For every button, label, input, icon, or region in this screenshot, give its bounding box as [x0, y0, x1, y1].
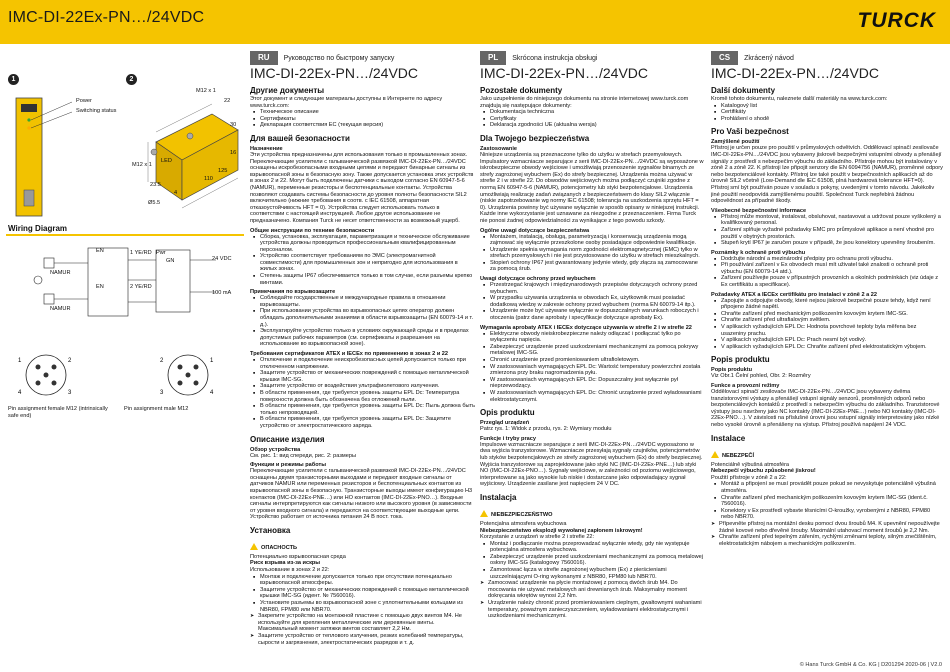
- heading-functions-pl: Funkcje i tryby pracy: [480, 435, 536, 442]
- label-en-top: EN: [96, 248, 104, 254]
- list-item: ■ Prohlášení o shodě: [721, 116, 943, 123]
- list-item: ■ Степень защиты IP67 обеспечивается только в том случае, если разъемы крепко винтами.: [260, 273, 475, 286]
- heading-atex-cs: Požadavky ATEX a IECEx certifikátu pro instalaci v zóně 2 a 22: [711, 291, 878, 298]
- heading-atex-ru: Требования сертификатов ATEX и IECEx по применению в зонах 2 и 22: [250, 351, 449, 357]
- svg-text:3: 3: [160, 390, 164, 396]
- list-item: ■ При использовании устройства во взрывоопасных цепях оператор должен обладать дополнительными знаниями в области взрывозащиты (EN 60079-14 и т. д.).: [260, 308, 475, 328]
- dim-110: 110: [204, 176, 213, 182]
- warning-sub-ru: Потенциально взрывоопасная среда: [250, 553, 346, 560]
- warning-label-ru: ОПАСНОСТЬ: [261, 544, 298, 551]
- list-item: ■ Deklaracja zgodności UE (aktualna wersja): [490, 122, 705, 129]
- heading-functions-ru: Функции и режимы работы: [250, 462, 327, 469]
- svg-text:4: 4: [18, 390, 22, 396]
- list-item: ■ Stopień ochrony IP67 jest gwarantowany jedynie wtedy, gdy złącza są zamocowane za pomocą śrub.: [490, 260, 705, 273]
- list-item: ■ Katalogový list: [721, 103, 943, 110]
- list-item: ■ Устройство соответствует требованиям по ЭМС (электромагнитной совместимости) для промышленных зон и непригодно для использования в жилых зонах.: [260, 253, 475, 273]
- list-item: ■ Stupeň krytí IP67 je zaručen pouze v případě, že jsou konektory upevněny šroubením.: [721, 240, 943, 247]
- heading-overview-cs: Popis produktu: [711, 367, 753, 374]
- para-docs-ru: Этот документ и следующие материалы доступны в Интернете по адресу www.turck.com:: [250, 96, 443, 109]
- install-step: ➤ Chraňte zařízení před tepelným zářením, rychlými změnami teploty, silným znečištěním, elektrostatickým nábojem a mechanickým poškozením.: [711, 534, 943, 547]
- warning-icon: [480, 510, 488, 517]
- label-switching-status: Switching status: [76, 108, 117, 114]
- column-pl: [480, 50, 705, 660]
- lang-desc-cs: Zkrácený návod: [744, 55, 794, 62]
- list-item: ■ Zabezpieczyć urządzenie przed uszkodzeniami mechanicznymi za pomocą pokrywy metalowej IMC-SG.: [490, 344, 705, 357]
- warning-risk-cs: Nebezpečí výbuchu způsobené jiskrou!: [711, 468, 816, 475]
- list-item: ■ Certifikáty: [721, 109, 943, 116]
- list-item: ■ Защитите устройство от механических повреждений с помощью металлической крышки IMC-SG.: [260, 370, 475, 383]
- list-item: ■ Эксплуатируйте устройство только в условиях окружающей среды и в пределах допустимых рабочих параметров (см. сертификаты и разрешения на использование во взрывоопасной зоне).: [260, 328, 475, 348]
- para-functions-ru: Переключающие усилители с гальванической развязкой IMC-DI-22Ex-PN…/24VDC оснащены двумя транзисторными выходами и передают входные сигналы от датчиков NAMUR или переменных резисторов и беспотенциальных контактов из взрывоопасной зоны в безопасную. Транзисторные выходы имеют конфигурацию H3 контактов (IMC-DI-22Ex-PNE…) или HO контактов (IMC-DI-22Ex-PNO…). Входные сигналы интерпретируются как сигналы низкого или высокого уровня (в зависимости от уровня входного сигнала) и передаются на соответствующие выходные цепи. Устройство работает от источника питания 24 В пост. тока.: [250, 468, 473, 521]
- lang-tag-pl: PL: [480, 51, 506, 65]
- list-item: ■ W zastosowaniach wymagających EPL Dc: Wartość temperatury powierzchni została zmierzona przy braku nagromadzenia pyłu.: [490, 364, 705, 377]
- heading-docs-pl: Pozostałe dokumenty: [480, 86, 563, 95]
- list-item: ■ Montaż i podłączanie można przeprowadzać wyłącznie wtedy, gdy nie występuje potencjalna atmosfera wybuchowa.: [490, 541, 705, 554]
- list-item: ■ Монтаж и подключение допускается только при отсутствии потенциально взрывоопасной атмосферы.: [260, 574, 475, 587]
- pin-female-label: Pin assignment female M12 (intrinsically safe end): [8, 406, 108, 419]
- pin-female-drawing: [16, 350, 86, 400]
- para-purpose-pl: Niniejsze urządzenia są przeznaczone tylko do użytku w strefach przemysłowych. Impulsatory wzmacniacze separujące z serii IMC-DI-22Ex-PN…/24VDC są wyposażone w iskrobezpieczne obwody wejściowe i umożliwiają przenoszenie sygnałów binarnych ze strefy zagrożonej wybuchem (Ex) do strefy bezpiecznej. Urządzenia można używać w strefie 2 i w strefie 22. Do obwodów wejściowych można podłączyć czujniki zgodne z normą EN 60947-5-6 (NAMUR), potencjometry lub styki bezpotencjałowe. Urządzenia umożliwiają realizację zadań związanych z bezpieczeństwem do klasy SIL2 włącznie (niskie zapotrzebowanie wg normy IEC 61508; tolerancja na uszkodzenia sprzętu HFT = 0). Urządzenia powinny być używane wyłącznie w sposób opisany w niniejszej instrukcji. Każde inne wykorzystanie jest uznawane za niezgodne z przeznaczeniem. Firma Turck nie ponosi żadnej odpowiedzialności za wynikające z tego powodu szkody.: [480, 151, 704, 224]
- heading-install-pl: Instalacja: [480, 492, 517, 502]
- heading-overview-pl: Przegląd urządzeń: [480, 420, 530, 427]
- turck-logo: TURCK: [857, 9, 936, 32]
- list-item: ■ В области применения, где требуется уровень защиты EPL Dc: Температура поверхности должна быть обозначена без отложений пыли.: [260, 390, 475, 403]
- list-item: ■ Установите разъемы во взрывоопасной зоне с уплотнительными кольцами из NBR80, FPM80 или NBR70.: [260, 600, 475, 613]
- pin-male-label: Pin assignment male M12: [124, 406, 189, 412]
- list-item: ■ Konektory v Ex prostředí vybavte těsnicími O-kroužky, vyrobenými z NBR80, FPM80 nebo NBR70.: [721, 508, 943, 521]
- list-item: ■ Certyfikaty: [490, 116, 705, 123]
- heading-product-pl: Opis produktu: [480, 408, 535, 418]
- warning-sub-cs: Potenciálně výbušná atmosféra: [711, 461, 790, 468]
- list-item: ■ W zastosowaniach wymagających EPL Dc: Dopuszczalny jest wyłącznie pył nieprzewodzący.: [490, 377, 705, 390]
- list-item: ■ Декларация соответствия ЕС (текущая версия): [260, 122, 475, 129]
- list-item: ■ Chraňte zařízení před mechanickým poškozením kovovým krytem IMC-SG (ident.č. 7560016).: [721, 495, 943, 508]
- list-item: ■ Zamontować łącza w strefie zagrożonej wybuchem (Ex) z pierścieniami uszczelniającymi O-ring wykonanymi z NBR80, FPM80 lub NBR70.: [490, 567, 705, 580]
- pin-male-drawing: [158, 350, 228, 400]
- dim-22: 22: [224, 98, 231, 104]
- para-docs-cs: Kromě tohoto dokumentu, naleznete další materiály na www.turck.com:: [711, 96, 888, 102]
- list-item: ■ Urządzenie spełnia wymagania norm zgodności elektromagnetycznej (EMC) tylko w strefach przemysłowych i nie jest przystosowane do użytku w strefach mieszkalnych.: [490, 247, 705, 260]
- install-step: ➤ Защитите устройство от теплового излучения, резких колебаний температуры, сырости и загрязнения, электростатических разрядов и т. д.: [250, 633, 475, 646]
- dim-23-5: 23.5: [150, 182, 161, 188]
- list-item: ■ Zařízení používejte pouze v přípustných provozních a okolních podmínkách (viz údaje z Ex certifikátu a specifikace).: [721, 275, 943, 288]
- document-title: IMC-DI-22Ex-PN…/24VDC: [8, 9, 205, 26]
- list-item: ■ Защитите устройство от воздействия ультрафиолетового излучения.: [260, 383, 475, 390]
- heading-purpose-pl: Zastosowanie: [480, 145, 517, 152]
- heading-safety-pl: Dla Twojego bezpieczeństwa: [480, 133, 590, 143]
- dim-5-5: Ø5.5: [148, 200, 161, 206]
- list-item: ■ Соблюдайте государственные и международные правила в отношении взрывозащиты.: [260, 295, 475, 308]
- svg-text:2: 2: [160, 358, 164, 364]
- heading-ex-cs: Poznámky k ochraně proti výbuchu: [711, 249, 806, 256]
- heading-product-ru: Описание изделия: [250, 434, 325, 444]
- list-item: ■ Při používání zařízení v Ex obvodech musí mít uživatel také znalosti o ochraně proti výbuchu (EN 60079-14 atd.).: [721, 262, 943, 275]
- warning-sub-pl: Potencjalna atmosfera wybuchowa: [480, 520, 567, 527]
- heading-atex-pl: Wymagania aprobaty ATEX i IECEx dotyczące używania w strefie 2 i w strefie 22: [480, 324, 692, 331]
- heading-product-cs: Popis produktu: [711, 355, 770, 365]
- dim-16: 16: [230, 150, 237, 156]
- list-item: ■ Chraňte zařízení před ultrafialovým světlem.: [721, 317, 943, 324]
- heading-safety-cs: Pro Vaši bezpečnost: [711, 127, 789, 137]
- dim-30: 30: [230, 122, 237, 128]
- list-item: ■ Dodržujte národní a mezinárodní předpisy pro ochranu proti výbuchu.: [721, 256, 943, 263]
- label-namur-top: NAMUR: [50, 270, 71, 276]
- label-led: LED: [161, 158, 172, 164]
- device-drawing: [6, 90, 244, 225]
- lang-desc-pl: Skrócona instrukcja obsługi: [512, 55, 598, 62]
- para-overview-pl: Patrz rys. 1: Widok z przodu, rys. 2: Wymiary modułu: [480, 426, 612, 433]
- list-item: ■ W przypadku używania urządzenia w obwodach Ex, użytkownik musi posiadać dodatkową wiedzę w zakresie ochrony przed wybuchem (norma EN 60079-14 itp.).: [490, 295, 705, 308]
- figure-number-1: 1: [8, 74, 19, 85]
- label-namur-bottom: NAMUR: [50, 306, 71, 312]
- label-ye-rd-2: 2 YE/RD: [130, 284, 152, 290]
- list-item: ■ Отключение и подключение неискробезопасных цепей допускается только при отключенном напряжении.: [260, 357, 475, 370]
- para-purpose-cs: Přístroj je určen pouze pro použití v průmyslových odvětvích. Oddělovací spinačí zesilovače IMC-DI-22Ex-PN…/24VDC jsou vybaveny jiskrově bezpečnými vstupními obvody a přenášejí signály z prostředí s nebezpečím výbuchu do základního. Přístroje mohou být instalovány v zóně 2 a zóně 22. K přístroji lze připojit senzory dle EN 6094756 (NAMUR), proměnné odpory nebo bezpotenciálové kontakty. Přístroj lze také použít v bezpečnostních aplikacích až do úrovně SIL2 včetně (Low-Demand dle IEC 61508, plná hardwarová tolerance HFT=0). Přístroj smí být používán pouze v souladu s pokyny, uvedenými v tomto návodu. Jakékoliv jiné použití neodpovídá zamýšlenému použití. Společnost Turck nepřebírá žádnou odpovědnost za případné škody.: [711, 145, 943, 205]
- lang-tag-cs: CS: [711, 51, 738, 65]
- list-item: ■ Dokumentacja techniczna: [490, 109, 705, 116]
- para-functions-cs: Oddělovací spinačí zesilovače IMC-DI-22Ex-PN…/24VDC jsou vybaveny dvěma tranzistorovými výstupy a přenášejí vstupní signály senzorů, proměnných odporů nebo bezpotenciálových kontaktů z prostředí s nebezpečím výbuchu do základního. Tranzistorové výstupy jsou navrženy jako NC kontakty (IMC-DI-22Ex-PNE…) nebo NO kontakty (IMC-DI-22Ex-PNO…). V závislosti na příslušné úrovni jsou vstupní signály interpretovány jako nízké nebo vysoké úrovně a přenášeny na výstup. Přístroj používá napájení 24 VDC.: [711, 389, 940, 428]
- para-purpose-ru: Эти устройства предназначены для использования только в промышленных зонах. Переключающие усилители с гальванической развязкой IMC-DI-22Ex-PN…/24VDC оснащены искробезопасными входными цепями и передают бинарные сигналы из взрывоопасной зоны в безопасную зону. Также допускается установка этих устройств в зонах 2 и 22. Могут быть подключены датчики с выходом согласно EN 60947-5-6 (NAMUR), переменные резисторы и беспотенциальные контакты. Устройства позволяют создавать системы безопасности до уровня полноты безопасности SIL2 включительно (нижние требования в соотв. с IEC 61508, аппаратная отказоустойчивость HFT = 0). Устройства следует использовать только в соответствии с настоящей инструкцией. Любое другое использование не предназначено. Компания Turck не несет ответственности за возможный ущерб.: [250, 151, 474, 224]
- figure-number-2: 2: [126, 74, 137, 85]
- heading-docs-cs: Další dokumenty: [711, 86, 776, 95]
- heading-install-ru: Установка: [250, 525, 291, 535]
- dim-4: 4: [174, 190, 178, 196]
- column-cs: [711, 50, 943, 660]
- footer-copyright: © Hans Turck GmbH & Co. KG | D201294 2020-06 | V2.0: [799, 662, 942, 668]
- svg-text:2: 2: [68, 358, 72, 364]
- warning-risk-pl: Niebezpieczeństwo eksplozji wywołanej zapłonem iskrowym!: [480, 527, 643, 534]
- heading-safety-ru: Для вашей безопасности: [250, 133, 350, 143]
- install-step: ➤ Přípevněte přístroj na montážní desku pomocí dvou šroubů M4. K upevnění nepoužívejte žádné kovové nebo dřevěné šrouby. Maximální utahovací moment šroubů je 2,2 Nm.: [711, 521, 943, 534]
- label-power: Power: [76, 98, 92, 104]
- install-step: ➤ Zamocować urządzenie na płycie montażowej z pomocą dwóch śrub M4. Do mocowania nie używać metalowych ani drewnianych śrub. Maksymalny moment dokręcania wkrętów wynosi 2,2 Nm.: [480, 580, 705, 600]
- product-title-ru: IMC-DI-22Ex-PN…/24VDC: [250, 65, 419, 81]
- product-title-cs: IMC-DI-22Ex-PN…/24VDC: [711, 65, 880, 81]
- lang-desc-ru: Руководство по быстрому запуску: [283, 55, 395, 62]
- warning-label-pl: NIEBEZPIECZEŃSTWO: [491, 511, 553, 518]
- label-100ma: 100 mA: [212, 290, 232, 296]
- heading-docs-ru: Другие документы: [250, 86, 325, 95]
- warning-icon: [250, 543, 258, 550]
- label-m12-left: M12 x 1: [132, 162, 152, 168]
- list-item: ■ V aplikacích vyžadujících EPL Dc: Hodnota povrchové teploty byla měřena bez usazeniny prachu.: [721, 324, 943, 337]
- wiring-schematic: [6, 240, 244, 322]
- warning-use-pl: Korzystanie z urządzeń w strefie 2 i strefie 22:: [480, 534, 595, 541]
- list-item: ■ Przestrzegać krajowych i międzynarodowych przepisów dotyczących ochrony przed wybuchem.: [490, 282, 705, 295]
- heading-purpose-cs: Zamýšlené použití: [711, 139, 760, 146]
- list-item: ■ V aplikacích vyžadujících EPL Dc: Chraňte zařízení před elektrostatickým výbojem.: [721, 344, 943, 351]
- warning-risk-ru: Риск взрыва из-за искры: [250, 560, 321, 567]
- wiring-diagram-title: Wiring Diagram: [8, 224, 68, 233]
- label-ye-rd-1: 1 YE/RD: [130, 250, 152, 256]
- list-item: ■ Urządzenie może być używane wyłącznie w dopuszczalnych warunkach roboczych i otoczenia (patrz dane aprobaty i specyfikacje dotyczące aprobaty Ex).: [490, 308, 705, 321]
- product-title-pl: IMC-DI-22Ex-PN…/24VDC: [480, 65, 649, 81]
- warning-icon: [711, 451, 719, 458]
- list-item: ■ Zařízení splňuje vyžadné požadavky EMC pro průmyslové aplikace a není vhodné pro použití v obytných prostorách.: [721, 227, 943, 240]
- svg-text:1: 1: [210, 358, 214, 364]
- svg-text:3: 3: [68, 390, 72, 396]
- label-en-bottom: EN: [96, 284, 104, 290]
- para-functions-pl: Impulsowe wzmacniacze separujące z serii IMC-DI-22Ex-PN…/24VDC wyposażono w dwa wyjścia tranzystorowe. Wzmacniacze przesyłają sygnały czujników, potencjometrów lub styków bezpotencjałowych ze strefy zagrożonej wybuchem (Ex) do strefy bezpiecznej. Wyjścia tranzystorowe są zaprojektowane jako styki NC (IMC-DI-22Ex-PNE…) lub styki NO (IMC-DI-22Ex-PNO…). Sygnały wejściowe, w zależności od poziomu wejściowego, interpretowane są jako wysokie lub niskie i dostarczane jako odpowiadający sygnał wyjściowy. Urządzenie zasilane jest napięciem 24 V DC.: [480, 441, 703, 488]
- header-bar: [0, 0, 950, 44]
- list-item: ■ Техническое описание: [260, 109, 475, 116]
- heading-general-ru: Общие инструкции по технике безопасности: [250, 227, 375, 234]
- list-item: ■ Montáž a připojení se musí provádět pouze pokud se nevyskytuje potenciálně výbušná atmosféra.: [721, 481, 943, 494]
- column-ru: [250, 50, 475, 660]
- svg-text:4: 4: [210, 390, 214, 396]
- heading-ex-pl: Uwagi dotyczące ochrony przed wybuchem: [480, 276, 596, 283]
- list-item: ■ V aplikacích vyžadujících EPL Dc: Prach nesmí být vodivý.: [721, 337, 943, 344]
- heading-purpose-ru: Назначение: [250, 145, 283, 152]
- label-24vdc: 24 VDC: [212, 256, 232, 262]
- list-item: ■ Chraňte zařízení před mechanickým poškozením kovovým krytem IMC-SG.: [721, 311, 943, 318]
- list-item: ■ Elektryczne obwody nieiskrobezpieczne należy odłączać i podłączać tylko po wyłączeniu napięcia.: [490, 331, 705, 344]
- list-item: ■ Chronić urządzenie przed promieniowaniem ultrafioletowym.: [490, 357, 705, 364]
- list-item: ■ Montażem, instalacją, obsługą, parametryzacją i konserwacją urządzenia mogą zajmować się wyłącznie przeszkolone osoby posiadające odpowiednie kwalifikacje.: [490, 234, 705, 247]
- svg-text:1: 1: [18, 358, 22, 364]
- warning-use-cs: Použití přístroje v zóně 2 a 22:: [711, 474, 787, 481]
- diagram-column: [6, 50, 244, 650]
- heading-general-pl: Ogólne uwagi dotyczące bezpieczeństwa: [480, 227, 590, 234]
- heading-general-cs: Všeobecné bezpečnostní informace: [711, 207, 807, 214]
- warning-use-ru: Использование в зонах 2 и 22:: [250, 567, 330, 574]
- list-item: ■ В области применения, где требуется уровень защиты EPL Dc: Пыль должна быть только непроводящей.: [260, 403, 475, 416]
- install-step: ➤ Закрепите устройство на монтажной пластине с помощью двух винтов M4. Не используйте для крепления металлические или деревянные винты. Максимальный момент затяжки винтов составляет 2,2 Нм.: [250, 613, 475, 633]
- heading-ex-ru: Примечания по взрывозащите: [250, 289, 336, 296]
- lang-tag-ru: RU: [250, 51, 278, 65]
- para-overview-ru: См. рис. 1: вид спереди, рис. 2: размеры: [250, 452, 356, 459]
- label-gn: GN: [166, 258, 175, 264]
- label-pwr: Pwr: [156, 250, 166, 256]
- list-item: ■ Přístroj může montovat, instalovat, obsluhovat, nastavovat a udržovat pouze vyškolený a kvalifikovaný personal.: [721, 214, 943, 227]
- heading-install-cs: Instalace: [711, 433, 746, 443]
- heading-overview-ru: Обзор устройства: [250, 446, 301, 453]
- install-step: ➤ Urządzenie należy chronić przed promieniowaniem cieplnym, gwałtownymi wahaniami temperatury, poważnym zanieczyszczeniem, wyładowaniami elektrostatycznymi i uszkodzeniami mechanicznymi.: [480, 600, 705, 620]
- dim-125: 125: [218, 168, 228, 174]
- list-item: ■ Защитите устройство от механических повреждений с помощью металлической крышки IMC-SG (идент. № 7560016).: [260, 587, 475, 600]
- para-docs-pl: Jako uzupełnienie do niniejszego dokumentu na stronie internetowej www.turck.com znajdują się następujące dokumenty:: [480, 96, 689, 109]
- para-overview-cs: Viz Obr.1 Čelní pohled, Obr. 2: Rozměry: [711, 373, 811, 380]
- list-item: ■ W zastosowaniach wymagających EPL Dc: Chronić urządzenie przed wyładowaniami elektrostatycznymi.: [490, 390, 705, 403]
- list-item: ■ Zabezpieczyć urządzenie przed uszkodzeniami mechanicznymi za pomocą metalowej osłony IMC-SG (katalogowy 7560016).: [490, 554, 705, 567]
- list-item: ■ Сертификаты: [260, 116, 475, 123]
- label-m12-top: M12 x 1: [196, 88, 216, 94]
- list-item: ■ В области применения, где требуется уровень защиты EPL Dc: Защитите устройство от электростатического заряда.: [260, 416, 475, 429]
- warning-label-cs: NEBEZPEČÍ: [722, 452, 755, 459]
- list-item: ■ Сборка, установка, эксплуатация, параметризация и техническое обслуживание устройства должны проводиться профессиональным квалифицированным персоналом.: [260, 234, 475, 254]
- list-item: ■ Zapojujte a odpojujte obvody, které nejsou jiskrově bezpečné pouze tehdy, když není připojeno žádné napětí.: [721, 298, 943, 311]
- heading-functions-cs: Funkce a provozní režimy: [711, 383, 780, 389]
